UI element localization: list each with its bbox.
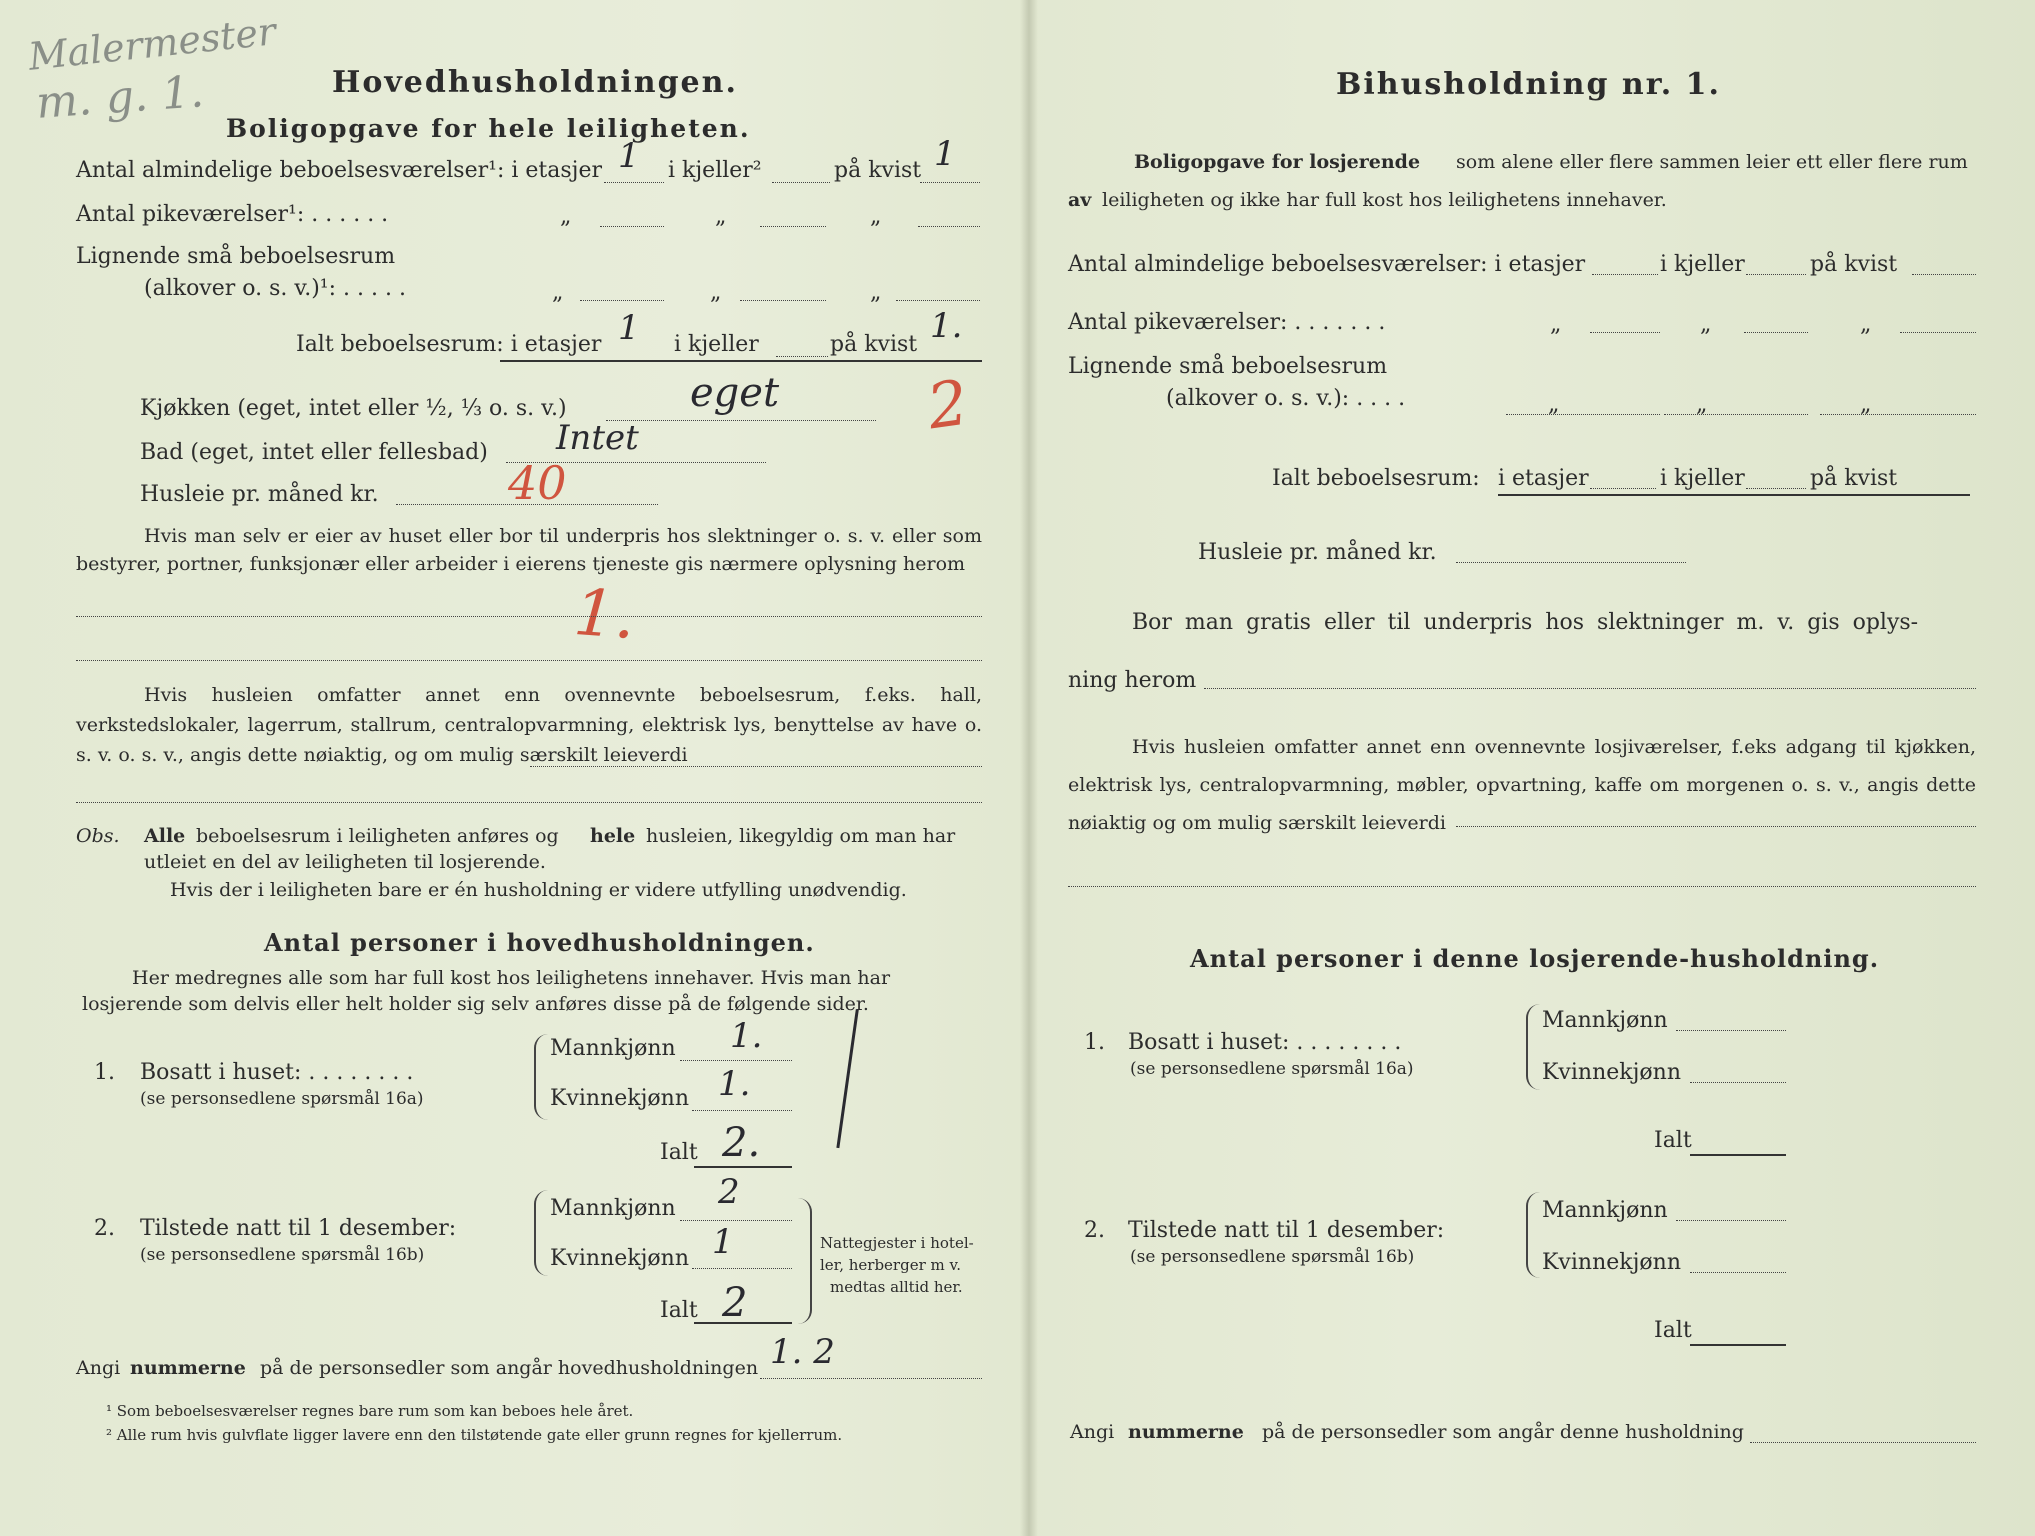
pencil-note-code: m. g. 1. [34,66,206,129]
left-bosatt-kvinne-value: 1. [718,1064,751,1104]
obs-line-3: Hvis der i leiligheten bare er én husholdning er videre utfylling unødvendig. [170,879,907,901]
left-title: Hovedhusholdningen. [332,65,738,100]
nattegjester-note-3: medtas alltid her. [830,1278,963,1296]
rooms-kjeller-label: i kjeller² [668,158,762,183]
ialt-rooms-label: Ialt beboelsesrum: i etasjer [296,332,602,357]
right-personer-title: Antal personer i denne losjerende-husholdning. [1190,944,1880,973]
ialt-kvist-label: på kvist [830,332,918,357]
footnote-1: ¹ Som beboelsesværelser regnes bare rum som kan beboes hele året. [106,1402,634,1420]
right-bosatt-label: Bosatt i huset: . . . . . . . . [1128,1030,1402,1055]
left-bosatt-label: Bosatt i huset: . . . . . . . . [140,1060,414,1085]
small-rooms-label-b: (alkover o. s. v.)¹: . . . . . [144,276,406,301]
eier-instructions: Hvis man selv er eier av huset eller bor til underpris hos slektninger o. s. v. eller som bestyrer, portner, funksjonær eller arbeider i eierens tjeneste gis nærmere oplysning herom [76,525,982,575]
right-gratis-line-1: Bor man gratis eller til underpris hos slektninger m. v. gis oplys- [1132,610,1919,635]
left-personer-title: Antal personer i hovedhusholdningen. [264,928,815,957]
red-mark-1: 1. [571,575,638,655]
right-pikevaerelser-label: Antal pikeværelser: . . . . . . . [1068,310,1386,335]
left-bosatt-mann-value: 1. [730,1016,763,1056]
nattegjester-note-1: Nattegjester i hotel- [820,1234,974,1252]
left-tilstede-kvinne-value: 1 [712,1222,734,1262]
ialt-kvist-value: 1. [930,306,963,346]
pencil-note-occupation: Malermester [26,9,278,79]
ialt-kjeller-label: i kjeller [674,332,759,357]
right-bosatt-kvinne-label: Kvinnekjønn [1542,1060,1681,1085]
omfatter-instructions: Hvis husleien omfatter annet enn ovennevnte beboelsesrum, f.eks. hall, verkstedslokaler, lagerrum, stallrum, centralopvarmning, elektrisk lys, benyttelse av have o. s. v. o. s. v., angis dette nøiaktig, og om mulig særskilt leieverdi [76,684,982,766]
right-tilstede-kvinne-label: Kvinnekjønn [1542,1250,1681,1275]
left-tilstede-label: Tilstede natt til 1 desember: [140,1216,457,1241]
rooms-etasjer-value: 1 [618,136,640,176]
left-tilstede-kvinne-label: Kvinnekjønn [550,1246,689,1271]
left-bosatt-ialt-value: 2. [722,1120,761,1166]
husleie-value: 40 [508,456,567,510]
left-angi-value: 1. 2 [770,1332,835,1372]
small-rooms-label-a: Lignende små beboelsesrum [76,244,396,269]
right-omfatter-instructions: Hvis husleien omfatter annet enn ovennevnte losjiværelser, f.eks adgang til kjøkken, elektrisk lys, centralopvarmning, møbler, opvartning, kaffe om morgenen o. s. v., angis dette nøiaktig og om mulig særskilt leieverdi [1068,736,1976,834]
left-angi-text: på de personsedler som angår hovedhusholdningen [260,1357,759,1379]
left-tilstede-ialt-value: 2 [722,1280,748,1326]
footnote-2: ² Alle rum hvis gulvflate ligger lavere enn den tilstøtende gate eller grunn regnes for kjellerrum. [106,1426,843,1444]
rooms-label: Antal almindelige beboelsesværelser¹: i etasjer [76,158,603,183]
rooms-kvist-value: 1 [934,134,956,174]
obs-prefix: Obs. [76,825,120,847]
red-check-2: 2 [923,365,973,444]
nattegjester-note-2: ler, herberger m v. [820,1256,961,1274]
bad-label: Bad (eget, intet eller fellesbad) [140,440,488,465]
census-form-sheet: Malermester m. g. 1. Hovedhusholdningen. Boligopgave for hele leiligheten. Antal almindelige beboelsesværelser¹: i etasjer 1 i kjeller² på kvist 1 Antal pikeværelser¹: . . . . . . „ „ „ Lignende små beboelsesrum (alkover o. s. v.)¹: . . . . . „ „ „ Ialt beboelsesrum: i etasjer 1 i kjeller på kvist 1. Kjøkken (eget, intet eller ½, ⅓ o. s. v.) eget 2 Bad (eget, intet eller fellesbad) Intet Husleie pr. måned kr. 40 Hvis man selv er eier av huset eller bor til underpris hos slektninger o. s. v. eller som bestyrer, portner, funksjonær eller arbeider i eierens tjeneste gis nærmere oplysning herom 1. Hvis husleien omfatter annet enn ovennevnte beboelsesrum, f.eks. hall, verkstedslokaler, lagerrum, stallrum, centralopvarmning, elektrisk lys, benyttelse av have o. s. v. o. s. v., angis dette nøiaktig, og om mulig særskilt leieverdi Obs. Alle beboelsesrum i leiligheten anføres og hele husleien, likegyldig om man har utleiet en del av leiligheten til losjerende. Hvis der i leiligheten bare er én husholdning er videre utfylling unødvendig. Antal personer i hovedhusholdningen. Her medregnes alle som har full kost hos leilighetens innehaver. Hvis man har losjerende som delvis eller helt holder sig selv anføres disse på de følgende sider. 1. Bosatt i huset: . . . . . . . . (se personsedlene spørsmål 16a) Mannkjønn 1. Kvinnekjønn 1. Ialt 2. 2. Tilstede natt til 1 desember: (se personsedlene spørsmål 16b) Mannkjønn 2 Kvinnekjønn 1 Ialt 2 Nattegjester i hotel- ler, herberger m v. medtas alltid her. Angi nummerne på de personsedler som angår hovedhusholdningen 1. 2 ¹ Som beboelsesværelser regnes bare rum som kan beboes hele året. ² Alle rum hvis gulvflate ligger lavere enn den tilstøtende gate eller grunn regnes for kjellerrum. Bihusholdning nr. 1. Boligopgave for losjerende som alene eller flere sammen leier ett eller flere rum av leiligheten og ikke har full kost hos leilighetens innehaver. Antal almindelige beboelsesværelser: i etasjer i kjeller på kvist Antal pikeværelser: . . . . . . . „ „ „ Lignende små beboelsesrum (alkover o. s. v.): . . . . „ „ „ Ialt beboelsesrum: i etasjer i kjeller på kvist Husleie pr. måned kr. Bor man gratis eller til underpris hos slektninger m. v. gis oplys- ning herom Hvis husleien omfatter annet enn ovennevnte losjiværelser, f.eks adgang til kjøkken, elektrisk lys, centralopvarmning, møbler, opvartning, kaffe om morgenen o. s. v., angis dette nøiaktig og om mulig særskilt leieverdi Antal personer i denne losjerende-husholdning. 1. Bosatt i huset: . . . . . . . . (se personsedlene spørsmål 16a) Mannkjønn Kvinnekjønn Ialt 2. Tilstede natt til 1 desember: (se personsedlene spørsmål 16b) Mannkjønn Kvinnekjønn Ialt Angi nummerne på de personsedler som angår denne husholdning [0,0,2035,1536]
right-gratis-line-2: ning herom [1068,668,1197,693]
rooms-kvist-label: på kvist [834,158,922,183]
right-angi-text: på de personsedler som angår denne husholdning [1262,1421,1744,1443]
personer-text-2: losjerende som delvis eller helt holder sig selv anføres disse på de følgende sider. [82,993,869,1015]
left-tilstede-mann-label: Mannkjønn [550,1196,676,1221]
obs-line-2: utleiet en del av leiligheten til losjerende. [144,851,546,873]
left-tilstede-mann-value: 2 [718,1172,740,1212]
left-bosatt-mann-label: Mannkjønn [550,1036,676,1061]
pikevaerelser-label: Antal pikeværelser¹: . . . . . . [76,202,389,227]
right-tilstede-label: Tilstede natt til 1 desember: [1128,1218,1445,1243]
personer-text-1: Her medregnes alle som har full kost hos leilighetens innehaver. Hvis man har [132,967,891,989]
page-fold [1020,0,1038,1536]
right-bosatt-mann-label: Mannkjønn [1542,1008,1668,1033]
right-intro-bold: Boligopgave for losjerende [1134,151,1421,173]
right-husleie-label: Husleie pr. måned kr. [1198,540,1437,565]
right-small-rooms-b: (alkover o. s. v.): . . . . [1166,386,1406,411]
right-ialt-label: Ialt beboelsesrum: [1272,466,1480,491]
left-bosatt-kvinne-label: Kvinnekjønn [550,1086,689,1111]
husleie-label: Husleie pr. måned kr. [140,482,379,507]
left-subtitle: Boligopgave for hele leiligheten. [226,114,751,143]
kjokken-value: eget [690,370,780,416]
pencil-stroke [836,1009,878,1151]
right-small-rooms-a: Lignende små beboelsesrum [1068,354,1388,379]
right-tilstede-mann-label: Mannkjønn [1542,1198,1668,1223]
right-intro-line-2: leiligheten og ikke har full kost hos leilighetens innehaver. [1102,189,1667,211]
bad-value: Intet [556,418,639,458]
kjokken-label: Kjøkken (eget, intet eller ½, ⅓ o. s. v.) [140,396,567,421]
right-rooms-label: Antal almindelige beboelsesværelser: i etasjer [1068,252,1586,277]
ialt-etasjer-value: 1 [618,308,640,348]
right-title: Bihusholdning nr. 1. [1336,67,1721,102]
